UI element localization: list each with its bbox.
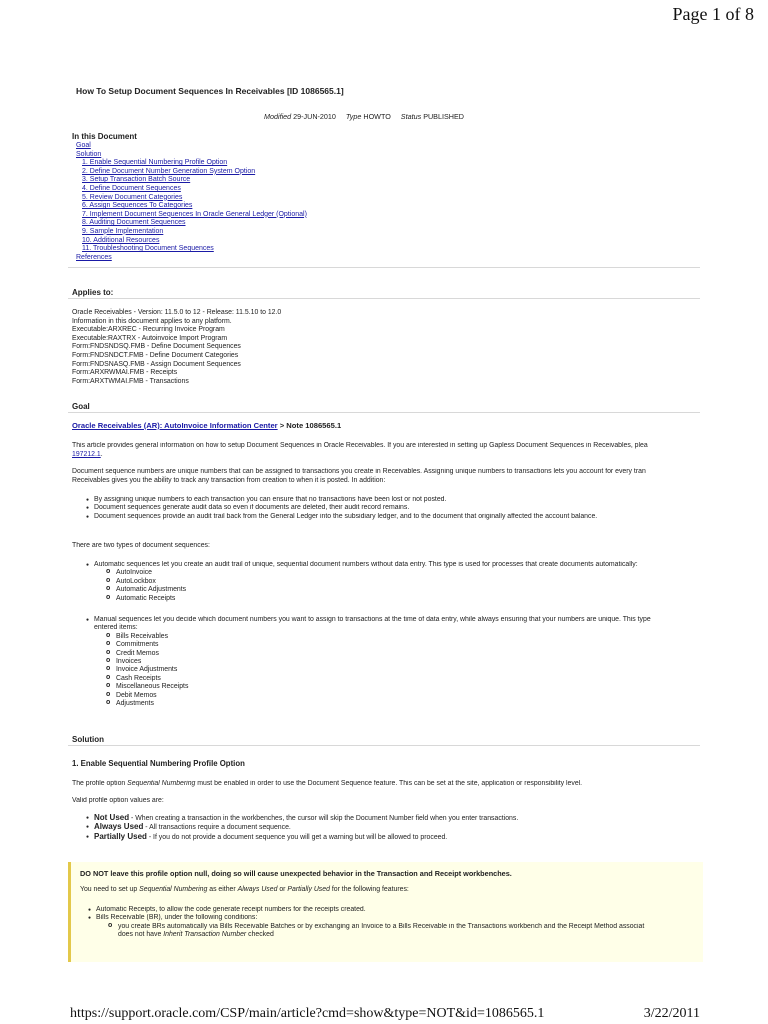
document-meta — [264, 112, 464, 121]
modified-label: Modified — [264, 112, 292, 121]
text-italic: Sequential Numbering — [139, 886, 208, 893]
manual-text-cont: entered items: — [94, 624, 138, 632]
list-item: o Invoices — [72, 658, 704, 666]
list-item — [72, 833, 704, 842]
list-item — [72, 814, 704, 823]
page-number: Page 1 of 8 — [672, 4, 754, 24]
divider — [68, 412, 700, 413]
toc-link-step-11[interactable]: 11. Troubleshooting Document Sequences — [82, 245, 214, 253]
applies-line: Executable:RAXTRX - Autoinvoice Import Program — [72, 334, 228, 342]
option-desc: - If you do not provide a document sequence you will get a warning but will be allowed to proceed. — [146, 833, 448, 841]
toc-link-step-2[interactable]: 2. Define Document Number Generation System Option — [82, 167, 256, 175]
type-value: HOWTO — [363, 112, 391, 121]
list-item: o Automatic Adjustments — [72, 586, 704, 594]
list-item: o Adjustments — [72, 700, 704, 708]
toc-link-step-5[interactable]: 5. Review Document Categories — [82, 193, 183, 201]
text-italic: Partially Used — [287, 886, 330, 893]
info-center-link[interactable]: Oracle Receivables (AR): AutoInvoice Information Center — [72, 421, 278, 430]
text: must be enabled in order to use the Document Sequence feature. This can be set at the site, application or responsibility level. — [195, 780, 583, 787]
goal-heading: Goal — [72, 402, 90, 411]
warning-list — [74, 906, 698, 940]
text-italic: Inherit Transaction Number — [163, 931, 247, 939]
text: for the following features: — [329, 886, 409, 893]
text: checked — [246, 931, 274, 939]
goal-paragraph-line: Receivables gives you the ability to track any transaction from creation to when it is posted. In addition: — [72, 476, 386, 484]
footer-date: 3/22/2011 — [643, 1006, 700, 1021]
goal-intro-line: This article provides general information on how to setup Document Sequences in Oracle Receivables. If you are interested in setting up Gapless Document Sequences in Receivables, plea — [72, 442, 648, 449]
goal-paragraph-line: Document sequence numbers are unique numbers that can be assigned to transactions you create in Receivables. Assigning unique numbers to transactions lets you account for every tran — [72, 468, 646, 475]
table-of-contents — [76, 142, 307, 262]
toc-link-references[interactable]: References — [76, 253, 112, 261]
valid-values-label: Valid profile option values are: — [72, 797, 164, 804]
list-item: o Cash Receipts — [72, 675, 704, 683]
list-item: o Miscellaneous Receipts — [72, 683, 704, 691]
toc-link-goal[interactable]: Goal — [76, 142, 91, 149]
list-item: o Credit Memos — [72, 650, 704, 658]
list-item: o Commitments — [72, 641, 704, 649]
text: The profile option — [72, 780, 128, 787]
goal-intro-end: . — [100, 450, 103, 458]
text-italic: Always Used — [237, 886, 278, 893]
types-intro: There are two types of document sequences: — [72, 542, 210, 549]
text-italic: Sequential Numbering — [127, 780, 196, 787]
list-item: o Invoice Adjustments — [72, 666, 704, 674]
option-name: Always Used — [94, 823, 144, 832]
note-link[interactable]: 197212.1 — [72, 450, 101, 458]
applies-line: Form:ARXRWMAI.FMB - Receipts — [72, 369, 178, 377]
toc-link-step-3[interactable]: 3. Setup Transaction Batch Source — [82, 176, 191, 184]
applies-line: Form:FNDSNDCT.FMB - Define Document Categories — [72, 351, 239, 359]
option-desc: - When creating a transaction in the workbenches, the cursor will skip the Document Number field when you enter transactions. — [129, 815, 519, 822]
list-item: ● Document sequences provide an audit trail back from the General Ledger into the subsidiary ledger, and to the document that originally affected the account balance. — [72, 513, 704, 521]
list-item: o AutoLockbox — [72, 578, 704, 586]
warning-paragraph — [80, 886, 409, 893]
toc-link-step-8[interactable]: 8. Auditing Document Sequences — [82, 219, 186, 227]
toc-link-step-4[interactable]: 4. Define Document Sequences — [82, 184, 181, 192]
applies-line: Form:ARXTWMAI.FMB - Transactions — [72, 377, 189, 385]
toc-link-step-7[interactable]: 7. Implement Document Sequences In Oracle General Ledger (Optional) — [82, 210, 307, 218]
list-item: ● Bills Receivable (BR), under the following conditions: — [74, 914, 698, 922]
breadcrumb — [72, 421, 341, 430]
document-title: How To Setup Document Sequences In Receivables [ID 1086565.1] — [76, 86, 344, 96]
option-name: Partially Used — [94, 832, 147, 841]
option-name: Not Used — [94, 814, 130, 822]
text: You need to set up — [80, 886, 140, 893]
list-item: ● By assigning unique numbers to each transaction you can ensure that no transactions have been lost or not posted. — [72, 496, 704, 504]
divider — [68, 298, 700, 299]
list-item: o AutoInvoice — [72, 569, 704, 577]
list-item: ● Automatic Receipts, to allow the code generate receipt numbers for the receipts created. — [74, 906, 698, 914]
divider — [68, 745, 700, 746]
toc-link-step-9[interactable]: 9. Sample Implementation — [82, 227, 164, 235]
goal-intro — [72, 442, 704, 459]
list-item: o Bills Receivables — [72, 633, 704, 641]
toc-link-step-6[interactable]: 6. Assign Sequences To Categories — [82, 202, 193, 210]
list-item — [72, 823, 704, 832]
list-item: o Automatic Receipts — [72, 595, 704, 603]
modified-value: 29-JUN-2010 — [293, 112, 336, 121]
type-label: Type — [345, 112, 362, 121]
profile-options — [72, 814, 704, 842]
list-item: ● Manual sequences let you decide which document numbers you want to assign to transactions at the time of data entry, while always ensuring that your numbers are unique. This type — [72, 616, 704, 624]
manual-sequences — [72, 616, 704, 708]
applies-heading: Applies to: — [72, 288, 114, 297]
footer-url: https://support.oracle.com/CSP/main/article?cmd=show&type=NOT&id=1086565.1 — [70, 1006, 545, 1021]
applies-list — [72, 309, 281, 386]
solution-heading: Solution — [72, 735, 104, 744]
text: or — [277, 886, 288, 893]
applies-line: Oracle Receivables - Version: 11.5.0 to 12 - Release: 11.5.10 to 12.0 — [72, 309, 282, 316]
applies-line: Form:FNDSNDSQ.FMB - Define Document Sequences — [72, 343, 241, 351]
list-item: ● Document sequences generate audit data so even if documents are deleted, their audit record remains. — [72, 504, 704, 512]
list-item-cont — [74, 931, 698, 939]
text: as either — [207, 886, 238, 893]
list-item: ● Automatic sequences let you create an audit trail of unique, sequential document numbers without data entry. This type is used for processes that create documents automatically: — [72, 561, 704, 569]
toc-link-solution[interactable]: Solution — [76, 150, 102, 158]
status-value: PUBLISHED — [423, 112, 464, 121]
goal-paragraph — [72, 468, 704, 485]
note-id: > Note 1086565.1 — [277, 421, 342, 430]
text: does not have — [118, 931, 164, 939]
warning-title: DO NOT leave this profile option null, doing so will cause unexpected behavior in the Transaction and Receipt workbenches. — [80, 869, 512, 878]
status-label: Status — [400, 112, 422, 121]
step-1-paragraph — [72, 780, 704, 789]
option-desc: - All transactions require a document sequence. — [143, 824, 291, 832]
toc-link-step-10[interactable]: 10. Additional Resources — [82, 236, 160, 244]
divider — [68, 267, 700, 268]
automatic-sequences — [72, 561, 704, 603]
applies-line: Form:FNDSNASQ.FMB - Assign Document Sequences — [72, 360, 241, 368]
list-item: o Debit Memos — [72, 692, 704, 700]
step-1-title: 1. Enable Sequential Numbering Profile Option — [72, 759, 245, 768]
applies-line: Executable:ARXREC - Recurring Invoice Program — [72, 326, 225, 334]
list-item: o you create BRs automatically via Bills Receivable Batches or by exchanging an Invoice to a Bills Receivable in the Transactions workbench and the Receipt Method associat — [74, 923, 698, 931]
toc-heading: In this Document — [72, 132, 137, 141]
goal-bullets — [72, 496, 704, 521]
toc-link-step-1[interactable]: 1. Enable Sequential Numbering Profile Option — [82, 159, 228, 167]
applies-line: Information in this document applies to any platform. — [72, 317, 232, 325]
